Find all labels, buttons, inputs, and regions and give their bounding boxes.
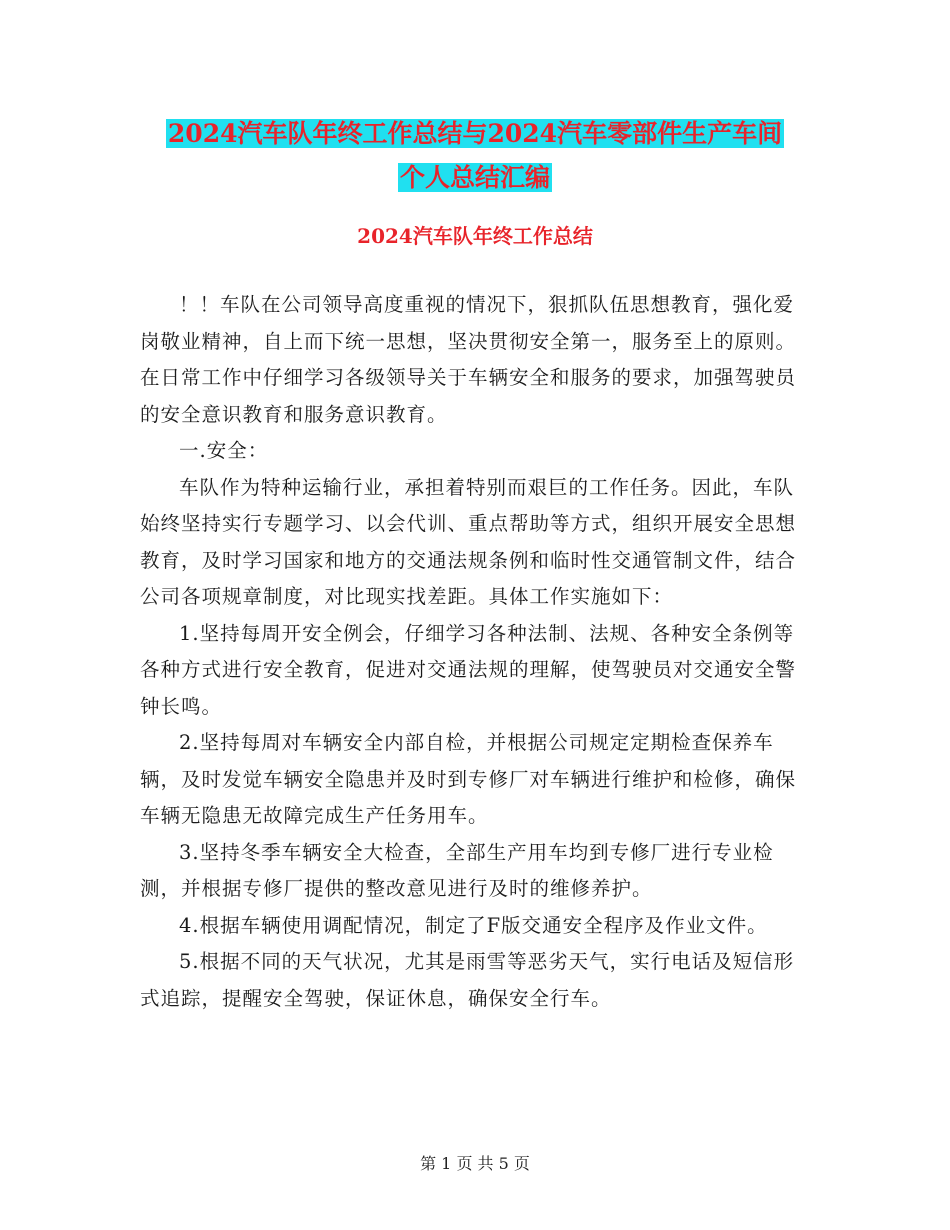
page-footer: 第 1 页 共 5 页 <box>420 1154 530 1173</box>
title-line-1: 2024汽车队年终工作总结与2024汽车零部件生产车间 <box>167 119 783 148</box>
paragraph-safety-overview: 车队作为特种运输行业，承担着特别而艰巨的工作任务。因此，车队始终坚持实行专题学习、以会代训、重点帮助等方式，组织开展安全思想教育，及时学习国家和地方的交通法规条例和临时性交通管制文件，结合公司各项规章制度，对比现实找差距。具体工作实施如下： <box>140 475 797 608</box>
document-title <box>0 112 950 200</box>
title-line-2: 个人总结汇编 <box>399 163 550 192</box>
paragraph-item-1: 1.坚持每周开安全例会，仔细学习各种法制、法规、各种安全条例等各种方式进行安全教育，促进对交通法规的理解，使驾驶员对交通安全警钟长鸣。 <box>140 621 797 718</box>
document-body <box>140 287 812 1017</box>
paragraph-item-2: 2.坚持每周对车辆安全内部自检，并根据公司规定定期检查保养车辆，及时发觉车辆安全隐患并及时到专修厂对车辆进行维护和检修，确保车辆无隐患无故障完成生产任务用车。 <box>140 731 797 827</box>
paragraph-item-3: 3.坚持冬季车辆安全大检查，全部生产用车均到专修厂进行专业检测，并根据专修厂提供的整改意见进行及时的维修养护。 <box>140 840 774 900</box>
paragraph-item-4: 4.根据车辆使用调配情况，制定了F版交通安全程序及作业文件。 <box>179 913 768 937</box>
section-title: 2024汽车队年终工作总结 <box>357 224 593 248</box>
paragraph-heading-safety: 一.安全： <box>179 439 269 462</box>
paragraph-intro: ！！车队在公司领导高度重视的情况下，狠抓队伍思想教育，强化爱岗敬业精神，自上而下统一思想，坚决贯彻安全第一，服务至上的原则。在日常工作中仔细学习各级领导关于车辆安全和服务的要求，加强驾驶员的安全意识教育和服务意识教育。 <box>140 293 797 426</box>
paragraph-item-5: 5.根据不同的天气状况，尤其是雨雪等恶劣天气，实行电话及短信形式追踪，提醒安全驾驶，保证休息，确保安全行车。 <box>140 950 795 1010</box>
